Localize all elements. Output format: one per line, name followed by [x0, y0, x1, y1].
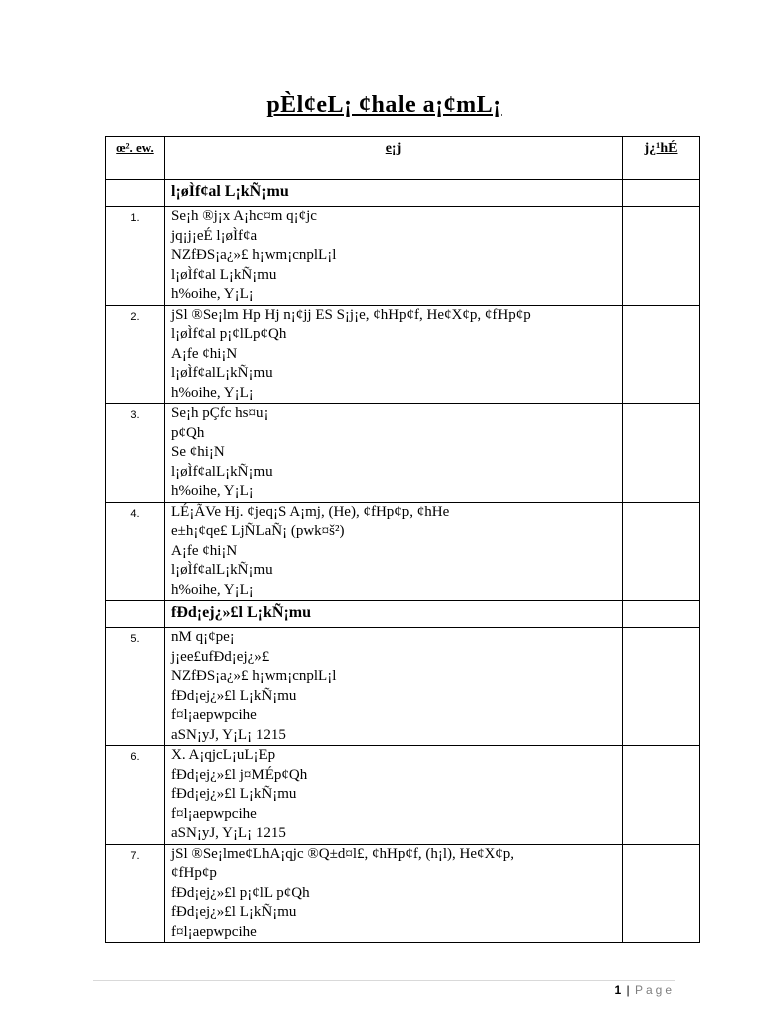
- detail-line: l¡øÌf¢alL¡kÑ¡mu: [171, 562, 273, 578]
- table-row: [106, 746, 700, 845]
- detail-line: LÉ¡ÃVe Hj. ¢jeq¡S A¡mj, (He), ¢fHp¢p, ¢hHe: [171, 503, 450, 520]
- remarks-cell: [623, 305, 700, 404]
- serial-number: 5.: [106, 628, 165, 746]
- header-remarks: j¿¹hÉ: [623, 137, 700, 180]
- remarks-cell: [623, 628, 700, 746]
- page-footer: [614, 983, 675, 997]
- remarks-cell: [623, 180, 700, 207]
- detail-line: nM q¡¢pe¡: [171, 629, 235, 645]
- remarks-cell: [623, 502, 700, 601]
- table-header-row: [106, 137, 700, 180]
- detail-line: NZfÐS¡a¿»£ h¡wm¡cnplL¡l: [171, 247, 337, 263]
- detail-line: A¡fe ¢hi¡N: [171, 542, 238, 559]
- detail-line: j¡ee£ufÐd¡ej¿»£: [171, 648, 270, 665]
- detail-line: e±h¡¢qe£ LjÑLaÑ¡ (pwk¤š²): [171, 523, 345, 539]
- detail-line: aSN¡yJ, Y¡L¡ 1215: [171, 726, 286, 743]
- recipient-details: [165, 746, 623, 845]
- recipient-details: [165, 305, 623, 404]
- detail-line: h%oihe, Y¡L¡: [171, 384, 254, 401]
- section-heading: fÐd¡ej¿»£l L¡kÑ¡mu: [165, 601, 623, 628]
- table-row: [106, 844, 700, 943]
- serial-number: 6.: [106, 746, 165, 845]
- detail-line: fÐd¡ej¿»£l L¡kÑ¡mu: [171, 786, 297, 802]
- detail-line: l¡øÌf¢al p¡¢lLp¢Qh: [171, 326, 287, 342]
- detail-line: aSN¡yJ, Y¡L¡ 1215: [171, 825, 286, 841]
- section-empty-cell: [106, 180, 165, 207]
- detail-line: jSl ®Se¡lme¢LhA¡qjc ®Q±d¤l£, ¢hHp¢f, (h¡l), He¢X¢p,: [171, 845, 515, 862]
- serial-number: 2.: [106, 305, 165, 404]
- detail-line: Se¡h ®j¡x A¡hc¤m q¡¢jc: [171, 208, 317, 224]
- recipient-details: [165, 628, 623, 746]
- serial-number: 3.: [106, 404, 165, 503]
- detail-line: NZfÐS¡a¿»£ h¡wm¡cnplL¡l: [171, 668, 337, 684]
- detail-line: l¡øÌf¢alL¡kÑ¡mu: [171, 463, 273, 480]
- remarks-cell: [623, 746, 700, 845]
- remarks-cell: [623, 404, 700, 503]
- table-row: [106, 207, 700, 306]
- remarks-cell: [623, 207, 700, 306]
- section-empty-cell: [106, 601, 165, 628]
- detail-line: h%oihe, Y¡L¡: [171, 286, 254, 302]
- serial-number: 1.: [106, 207, 165, 306]
- detail-line: fÐd¡ej¿»£l j¤MÉp¢Qh: [171, 766, 308, 783]
- detail-line: f¤l¡aepwpcihe: [171, 707, 257, 723]
- document-title: pÈl¢eL¡ ¢hale a¡¢mL¡: [266, 92, 502, 118]
- remarks-cell: [623, 844, 700, 943]
- serial-number: 7.: [106, 844, 165, 943]
- detail-line: fÐd¡ej¿»£l L¡kÑ¡mu: [171, 904, 297, 920]
- remarks-cell: [623, 601, 700, 628]
- section-row-pm-office: [106, 601, 700, 628]
- footer-divider: [93, 980, 675, 981]
- page-label: Page: [634, 983, 675, 997]
- detail-line: jq¡j¡eÉ l¡øÌf¢a: [171, 227, 258, 244]
- section-row-president-office: [106, 180, 700, 207]
- detail-line: h%oihe, Y¡L¡: [171, 483, 254, 499]
- detail-line: h%oihe, Y¡L¡: [171, 581, 254, 598]
- detail-line: fÐd¡ej¿»£l p¡¢lL p¢Qh: [171, 884, 310, 901]
- detail-line: ¢fHp¢p: [171, 865, 217, 881]
- table-row: [106, 305, 700, 404]
- table-row: [106, 628, 700, 746]
- detail-line: fÐd¡ej¿»£l L¡kÑ¡mu: [171, 687, 297, 704]
- recipient-details: [165, 404, 623, 503]
- table-row: [106, 502, 700, 601]
- detail-line: jSl ®Se¡lm Hp Hj n¡¢jj ES S¡j¡e, ¢hHp¢f, He¢X¢p, ¢fHp¢p: [171, 306, 531, 323]
- recipient-details: [165, 207, 623, 306]
- detail-line: p¢Qh: [171, 424, 205, 441]
- detail-line: l¡øÌf¢al L¡kÑ¡mu: [171, 266, 277, 283]
- header-serial-number: œ². ew.: [106, 137, 165, 180]
- detail-line: A¡fe ¢hi¡N: [171, 345, 238, 362]
- detail-line: f¤l¡aepwpcihe: [171, 805, 257, 822]
- recipient-table: [105, 136, 700, 943]
- detail-line: l¡øÌf¢alL¡kÑ¡mu: [171, 365, 273, 381]
- detail-line: Se ¢hi¡N: [171, 444, 225, 460]
- page-number: 1: [614, 983, 622, 997]
- footer-separator: |: [626, 983, 630, 997]
- table-row: [106, 404, 700, 503]
- recipient-details: [165, 502, 623, 601]
- detail-line: Se¡h pÇfc hs¤u¡: [171, 405, 269, 421]
- serial-number: 4.: [106, 502, 165, 601]
- detail-line: X. A¡qjcL¡uL¡Ep: [171, 747, 276, 763]
- detail-line: f¤l¡aepwpcihe: [171, 923, 257, 940]
- section-heading: l¡øÌf¢al L¡kÑ¡mu: [165, 180, 623, 207]
- header-name: e¡j: [165, 137, 623, 180]
- recipient-details: [165, 844, 623, 943]
